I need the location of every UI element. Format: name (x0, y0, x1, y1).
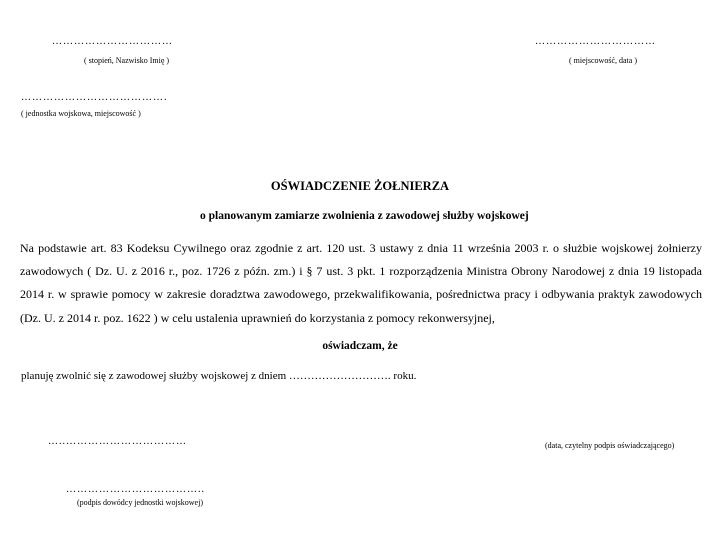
commander-signature-label: (podpis dowódcy jednostki wojskowej) (77, 498, 203, 507)
declaration-heading: oświadczam, że (322, 340, 398, 352)
unit-label: ( jednostka wojskowa, miejscowość ) (21, 109, 141, 118)
soldier-signature-line: …..…………………………… (48, 436, 187, 447)
unit-dotted-line: …………………………………. (21, 92, 168, 103)
place-date-label: ( miejscowość, data ) (569, 56, 637, 65)
discharge-statement: planuję zwolnić się z zawodowej służby wojskowej z dniem ………………………. roku. (21, 370, 417, 382)
place-date-dotted-line: …………………………… (535, 36, 656, 47)
document-subtitle: o planowanym zamiarze zwolnienia z zawodowej służby wojskowej (200, 210, 529, 222)
document-title: OŚWIADCZENIE ŻOŁNIERZA (270, 179, 450, 193)
commander-signature-line: ……………………………….. (66, 484, 205, 495)
name-rank-dotted-line: …………………………… (52, 36, 173, 47)
legal-basis-paragraph: Na podstawie art. 83 Kodeksu Cywilnego oraz zgodnie z art. 120 ust. 3 ustawy z dnia 11 września 2003 r. o służbie wojskowej żołnierzy zawodowych ( Dz. U. z 2016 r., poz. 1726 z późn. zm.) i § 7 ust. 3 pkt. 1 rozporządzenia Ministra Obrony Narodowej z dnia 19 listopada 2014 r. w sprawie pomocy w zakresie doradztwa zawodowego, przekwalifikowania, pośrednictwa pracy i odbywania praktyk zawodowych (Dz. U. z 2014 r. poz. 1622 ) w celu ustalenia uprawnień do korzystania z pomocy rekonwersyjnej, (20, 241, 702, 325)
soldier-signature-label: (data, czytelny podpis oświadczającego) (545, 441, 675, 450)
name-rank-label: ( stopień, Nazwisko Imię ) (84, 56, 170, 65)
